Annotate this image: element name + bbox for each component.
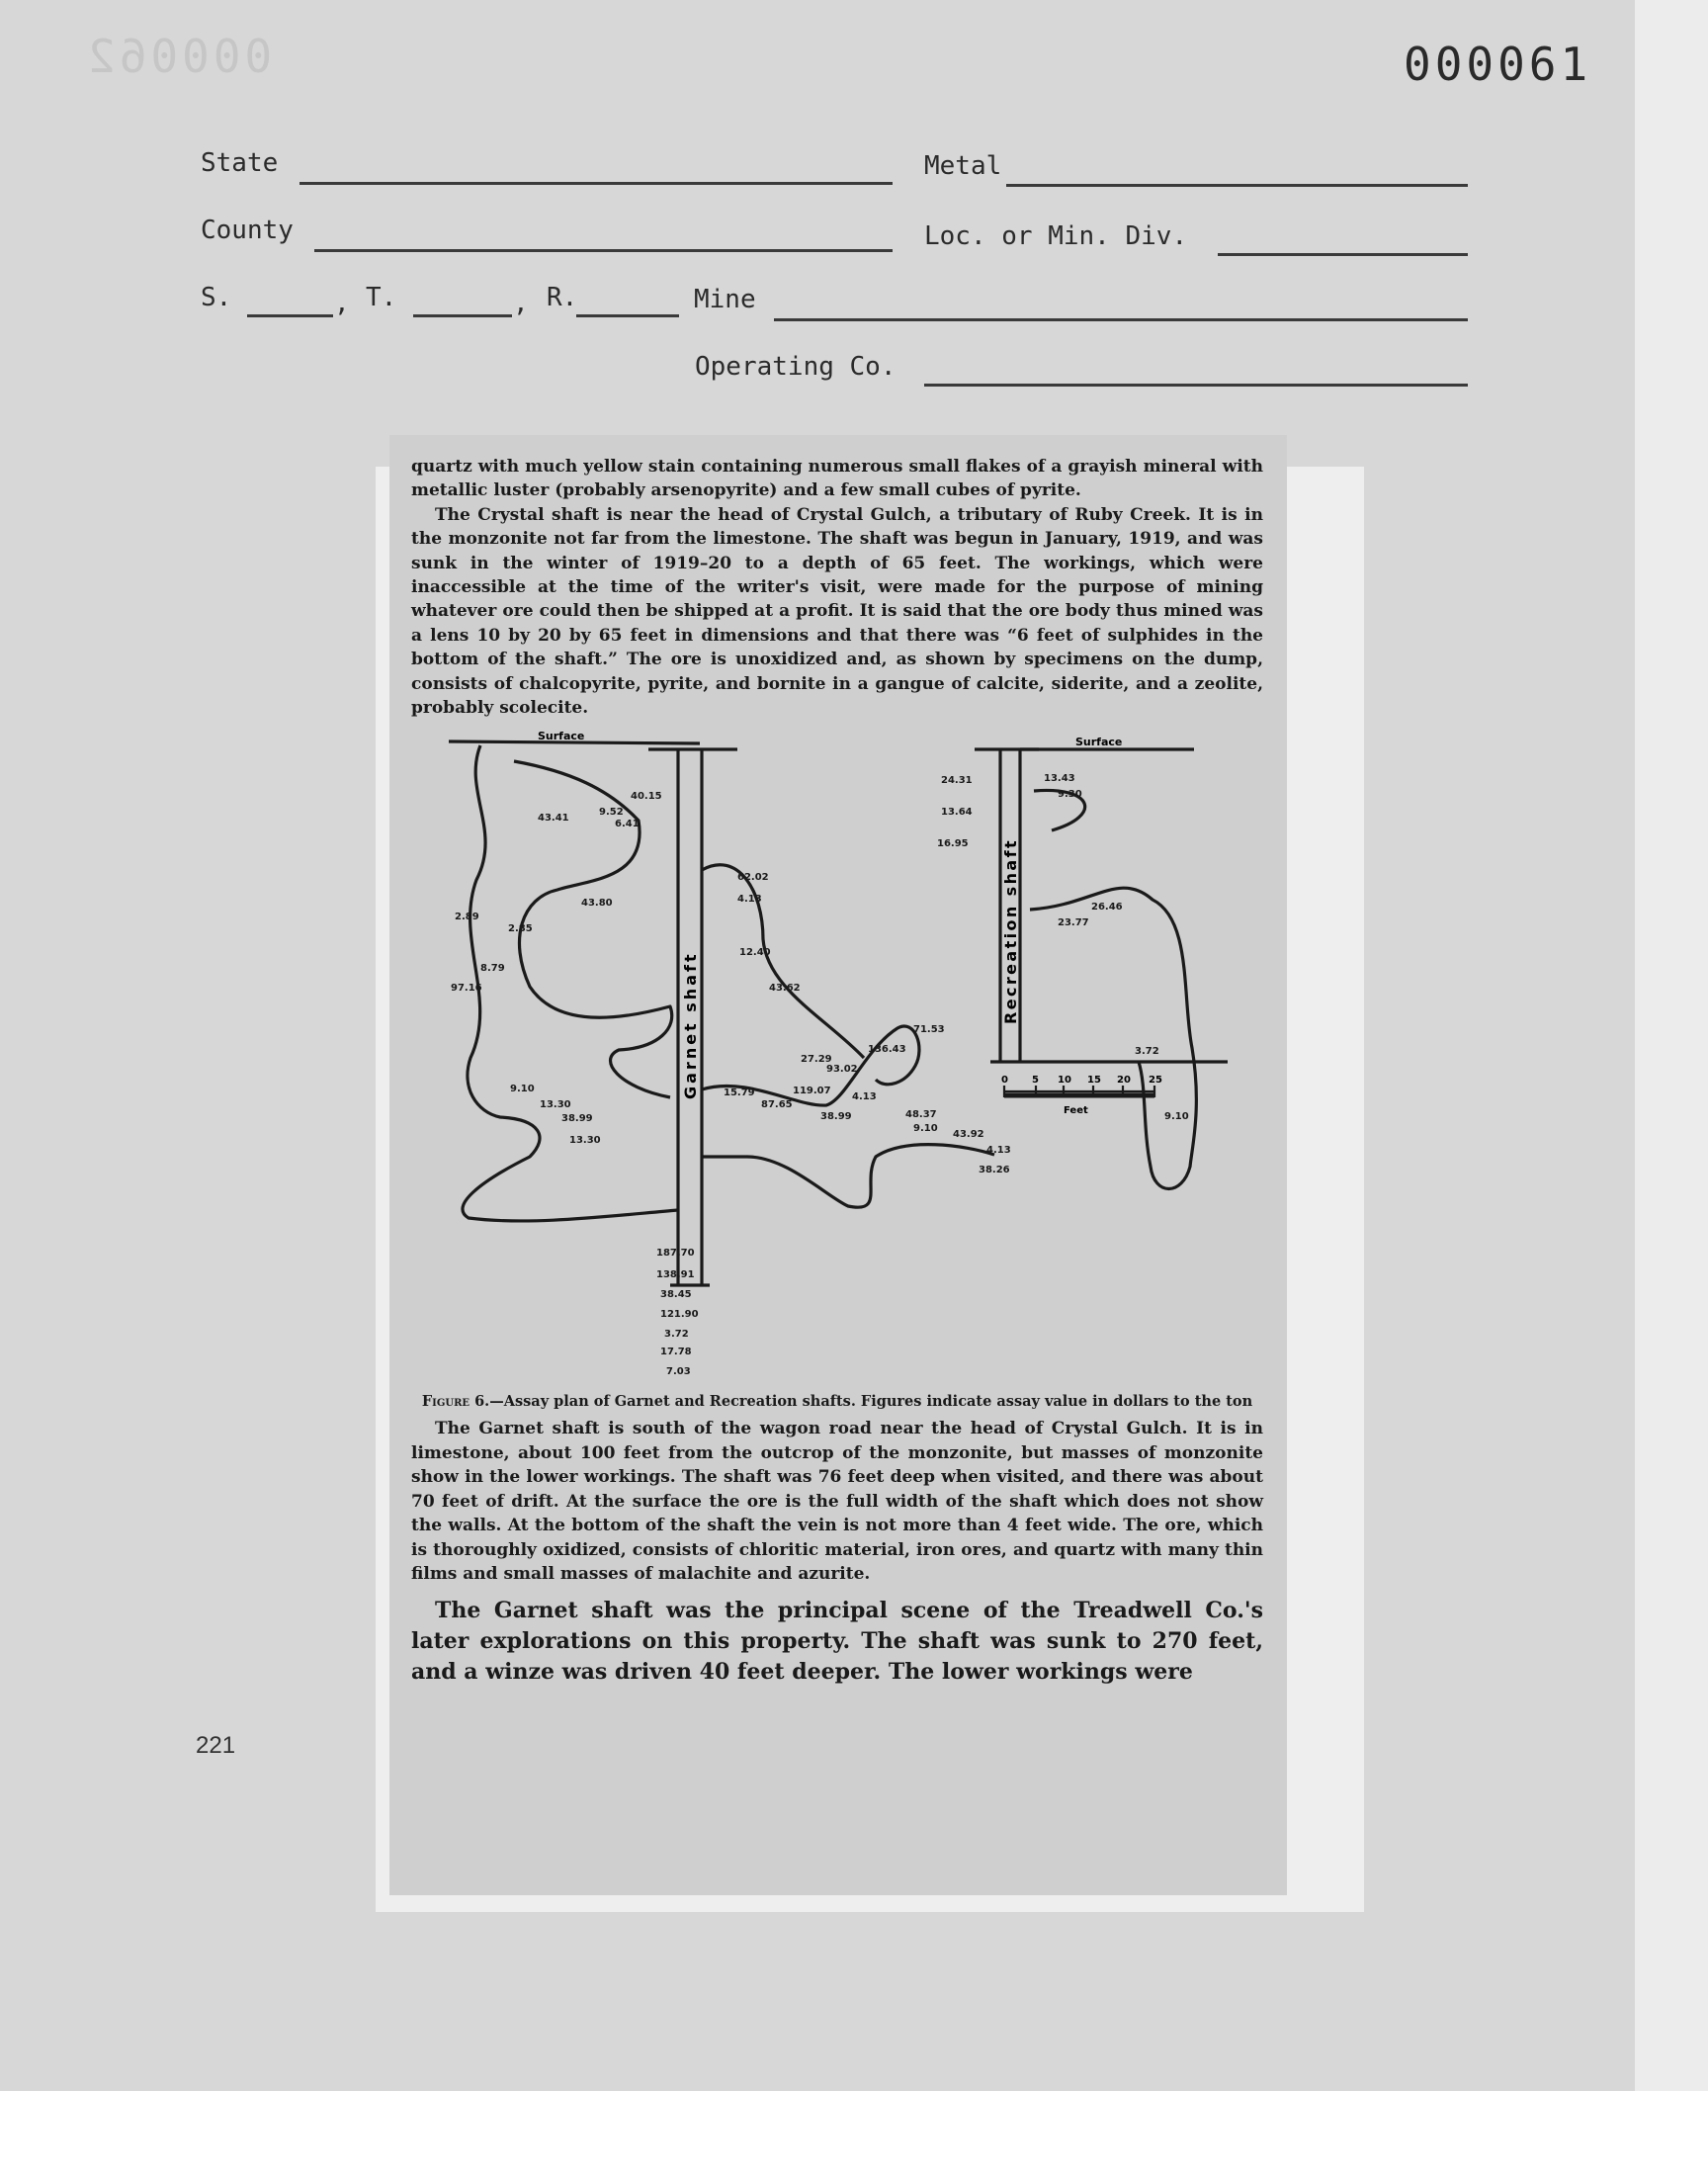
operating-co-field[interactable] [924,384,1468,387]
township-field[interactable] [413,314,512,317]
center-workings [702,865,919,1105]
scale-tick-label: 25 [1149,1075,1162,1087]
assay-value: 17.78 [660,1347,692,1358]
assay-value: 62.02 [737,872,769,884]
assay-value: 7.03 [666,1366,691,1378]
assay-value: 87.65 [761,1099,793,1111]
assay-value: 9.52 [599,807,624,819]
section-separator: , [334,289,350,318]
paragraph-large: The Garnet shaft was the principal scene of the Treadwell Co.'s later explorations on this property. The shaft was sunk to 270 feet, and a winze was driven 40 feet deeper. The lower workings were [411,1598,1263,1686]
sheet-edge [1635,0,1708,2091]
scale-tick-label: 10 [1058,1075,1071,1087]
loc-field[interactable] [1218,253,1468,256]
assay-value: 136.43 [868,1044,906,1056]
operating-co-label: Operating Co. [695,352,897,382]
sheet-number: 000061 [1404,38,1592,91]
assay-value: 71.53 [913,1024,945,1036]
assay-value: 27.29 [801,1054,832,1066]
assay-value: 9.10 [510,1084,535,1095]
assay-value: 48.37 [905,1109,937,1121]
paragraph: The Garnet shaft is south of the wagon road near the head of Crystal Gulch. It is in limestone, about 100 feet from the outcrop of the monzonite, but masses of monzonite show in the lower workings. The shaft was 76 feet deep when visited, and there was about 70 feet of drift. At the surface the ore is the full width of the shaft which does not show the walls. At the bottom of the shaft the vein is not more than 4 feet wide. The ore, which is thoroughly oxidized, consists of chloritic material, iron ores, and quartz with many thin films and small masses of malachite and azurite. [411,1419,1263,1584]
section-label: S. [201,283,232,312]
assay-value: 23.77 [1058,917,1089,929]
assay-value: 187.70 [656,1248,695,1260]
range-field[interactable] [576,314,679,317]
caption-lead: Figure 6. [421,1393,490,1411]
assay-value: 121.90 [660,1309,699,1321]
assay-value: 4.13 [852,1091,877,1103]
assay-value: 6.41 [615,819,640,830]
state-field[interactable] [299,182,893,185]
page-number: 221 [196,1732,236,1759]
assay-value: 9.30 [1058,789,1082,801]
assay-value: 4.13 [737,894,762,906]
paragraph: quartz with much yellow stain containing numerous small flakes of a grayish mineral with metallic luster (probably arsenopyrite) and a few small cubes of pyrite. [411,457,1263,501]
left-workings [463,745,678,1221]
left-workings-inner [514,761,672,1097]
section-field[interactable] [247,314,333,317]
assay-value: 38.99 [561,1113,593,1125]
assay-value: 2.89 [455,912,479,923]
assay-value: 24.31 [941,775,973,787]
scale-unit-label: Feet [1064,1105,1088,1117]
assay-value: 138.91 [656,1269,695,1281]
county-field[interactable] [314,249,893,252]
assay-value: 43.41 [538,813,569,825]
assay-value: 119.07 [793,1086,831,1097]
assay-value: 38.45 [660,1289,692,1301]
scale-tick-label: 0 [1001,1075,1008,1087]
assay-value: 38.26 [979,1165,1010,1176]
right-workings [1030,791,1196,1189]
assay-value: 13.43 [1044,773,1075,785]
township-separator: , [513,289,529,318]
assay-value: 93.02 [826,1064,858,1076]
assay-value: 16.95 [937,838,969,850]
garnet-shaft-label: Garnet shaft [681,951,700,1100]
assay-value: 15.79 [724,1088,755,1099]
state-label: State [201,148,279,178]
assay-value: 2.85 [508,923,533,935]
surface-label-left: Surface [538,732,585,743]
county-label: County [201,216,294,245]
township-label: T. [366,283,397,312]
assay-value: 43.92 [953,1129,984,1141]
assay-value: 13.30 [540,1099,571,1111]
assay-value: 8.79 [480,963,505,975]
assay-value: 43.62 [769,983,801,995]
assay-value: 13.64 [941,807,973,819]
metal-label: Metal [924,151,1002,181]
assay-value: 13.30 [569,1135,601,1147]
loc-label: Loc. or Min. Div. [924,221,1188,251]
range-label: R. [547,283,578,312]
caption-text: —Assay plan of Garnet and Recreation shafts. Figures indicate assay value in dollars to the ton [489,1393,1253,1411]
assay-value: 4.13 [986,1145,1011,1157]
mine-field[interactable] [774,318,1468,321]
assay-value: 3.72 [1135,1046,1159,1058]
assay-value: 97.16 [451,983,482,995]
assay-value: 43.80 [581,898,613,910]
surface-label-right: Surface [1075,736,1123,749]
scan-margin [0,2091,1708,2175]
mine-label: Mine [694,285,756,314]
assay-value: 3.72 [664,1329,689,1341]
bleed-through-number: 000062 [84,30,273,83]
assay-value: 9.10 [1164,1111,1189,1123]
assay-value: 9.10 [913,1123,938,1135]
assay-plan-figure [411,732,1263,1384]
paragraph: The Crystal shaft is near the head of Crystal Gulch, a tributary of Ruby Creek. It is in the monzonite not far from the limestone. The shaft was begun in January, 1919, and was sunk in the winter of 1919–20 to a depth of 65 feet. The workings, which were inaccessible at the time of the writer's visit, were made for the purpose of mining whatever ore could then be shipped at a profit. It is said that the ore body thus mined was a lens 10 by 20 by 65 feet in dimensions and that there was “6 feet of sulphides in the bottom of the shaft.” The ore is unoxidized and, as shown by specimens on the dump, consists of chalcopyrite, pyrite, and bornite in a gangue of calcite, siderite, and a zeolite, probably scolecite. [411,504,1263,719]
recreation-shaft-label: Recreation shaft [1001,838,1020,1025]
assay-value: 12.40 [739,947,771,959]
figure-caption [411,1392,1263,1411]
assay-value: 40.15 [631,791,662,803]
scale-tick-label: 15 [1087,1075,1101,1087]
scale-tick-label: 5 [1032,1075,1039,1087]
lower-workings [702,1145,994,1208]
text-clipping [389,435,1287,1895]
assay-value: 38.99 [820,1111,852,1123]
assay-plan-drawing [411,732,1263,1384]
metal-field[interactable] [1006,184,1468,187]
scale-tick-label: 20 [1117,1075,1131,1087]
assay-value: 26.46 [1091,902,1123,914]
